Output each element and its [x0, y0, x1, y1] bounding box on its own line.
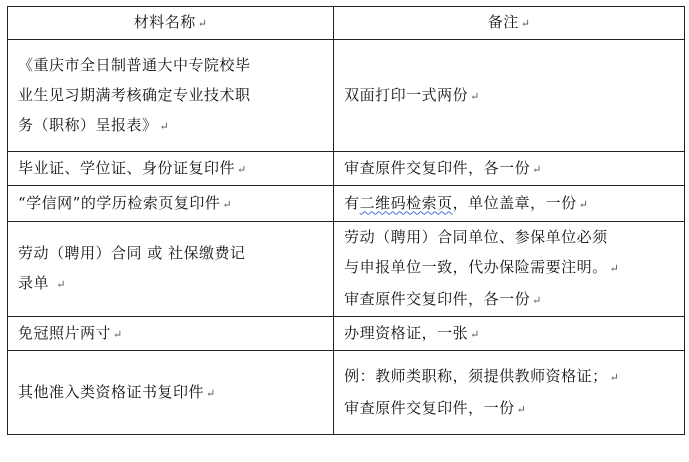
paragraph-mark-icon: ↵	[159, 119, 170, 133]
paragraph-mark-icon: ↵	[532, 294, 542, 307]
paragraph-mark-icon: ↵	[206, 386, 216, 400]
table-row	[8, 351, 685, 435]
material-name-cell: 劳动（聘用）合同 或 社保缴费记 录单 ↵	[8, 222, 334, 317]
spellcheck-underlined-text: 二维码检索页	[359, 193, 453, 212]
note-cell: 审查原件交复印件，各一份 ↵	[334, 152, 685, 186]
paragraph-mark-icon: ↵	[113, 327, 123, 341]
table-row	[8, 152, 685, 186]
table-row	[8, 222, 685, 317]
material-name-cell: 免冠照片两寸 ↵	[8, 317, 334, 351]
material-name-cell: 《重庆市全日制普通大中专院校毕 业生见习期满考核确定专业技术职 务（职称）呈报表》 ↵	[8, 40, 334, 152]
material-name-cell: 毕业证、学位证、身份证复印件 ↵	[8, 152, 334, 186]
paragraph-mark-icon: ↵	[516, 402, 527, 416]
paragraph-mark-icon: ↵	[222, 197, 233, 211]
table-row	[8, 186, 685, 222]
paragraph-mark-icon: ↵	[520, 17, 531, 30]
material-name-cell: 其他准入类资格证书复印件 ↵	[8, 351, 334, 435]
paragraph-mark-icon: ↵	[197, 17, 208, 30]
table-row	[8, 317, 685, 351]
paragraph-mark-icon: ↵	[532, 162, 542, 176]
materials-table	[7, 6, 685, 435]
header-note: 备注 ↵	[334, 7, 685, 40]
material-name-cell: “学信网”的学历检索页复印件 ↵	[8, 186, 334, 222]
paragraph-mark-icon: ↵	[470, 327, 480, 341]
paragraph-mark-icon: ↵	[609, 370, 620, 384]
note-cell: 例：教师类职称，须提供教师资格证； ↵ 审查原件交复印件，一份 ↵	[334, 351, 685, 435]
paragraph-mark-icon: ↵	[578, 197, 589, 211]
paragraph-mark-icon: ↵	[56, 278, 67, 291]
note-cell: 双面打印一式两份 ↵	[334, 40, 685, 152]
note-cell: 劳动（聘用）合同单位、参保单位必须 与申报单位一致，代办保险需要注明。 ↵ 审查原件交复印件，各一份 ↵	[334, 222, 685, 317]
table-row	[8, 40, 685, 152]
table-header-row	[8, 7, 685, 40]
header-material-name: 材料名称 ↵	[8, 7, 334, 40]
paragraph-mark-icon: ↵	[470, 89, 480, 103]
paragraph-mark-icon: ↵	[237, 162, 247, 176]
note-cell: 有二维码检索页，单位盖章，一份 ↵	[334, 186, 685, 222]
note-cell: 办理资格证，一张 ↵	[334, 317, 685, 351]
paragraph-mark-icon: ↵	[609, 262, 620, 275]
